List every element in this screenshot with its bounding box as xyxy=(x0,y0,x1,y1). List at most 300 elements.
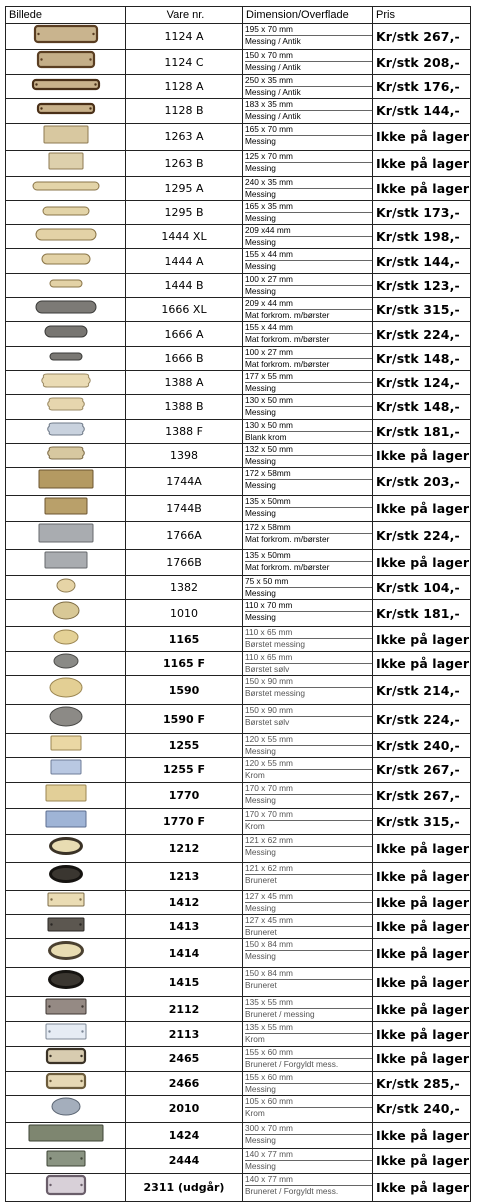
header-row xyxy=(6,7,471,24)
dimension-cell xyxy=(243,123,373,150)
dimension-finish: Messing xyxy=(245,455,276,466)
screw-hole xyxy=(80,1055,82,1057)
table-row xyxy=(6,997,471,1022)
table-row xyxy=(6,225,471,249)
item-code: 1128 B xyxy=(126,99,243,123)
header-dimension: Dimension/Overflade xyxy=(243,7,373,24)
price-cell: Kr/stk 315,- xyxy=(373,298,471,322)
price-cell: Ikke på lager xyxy=(373,1148,471,1173)
dimension-size: 209 x 44 mm xyxy=(245,298,372,310)
plate-picture-cell xyxy=(6,249,126,273)
item-code: 1165 xyxy=(126,627,243,651)
price-cell: Ikke på lager xyxy=(373,443,471,467)
plate-image xyxy=(36,522,96,544)
dimension-finish: Messing xyxy=(245,846,276,857)
dimension-cell xyxy=(243,419,373,443)
dimension-size: 140 x 77 mm xyxy=(245,1174,372,1186)
dimension-finish: Messing xyxy=(245,237,276,248)
plate-picture-cell xyxy=(6,576,126,600)
plate-picture-cell xyxy=(6,1173,126,1201)
screw-hole xyxy=(89,58,91,60)
price-cell: Ikke på lager xyxy=(373,997,471,1022)
plate-picture-cell xyxy=(6,50,126,75)
table-row xyxy=(6,50,471,75)
dimension-size: 132 x 50 mm xyxy=(245,444,372,456)
dimension-finish: Børstet sølv xyxy=(245,663,290,674)
table-row xyxy=(6,123,471,150)
plate-image xyxy=(35,50,97,69)
table-row xyxy=(6,627,471,651)
table-row xyxy=(6,24,471,50)
screw-hole xyxy=(50,899,52,901)
dimension-size: 121 x 62 mm xyxy=(245,835,372,847)
item-code: 1444 B xyxy=(126,273,243,297)
table-row xyxy=(6,550,471,576)
screw-hole xyxy=(94,83,96,85)
dimension-finish: Messing / Antik xyxy=(245,36,301,46)
dimension-size: 250 x 35 mm xyxy=(245,75,372,87)
plate-image xyxy=(43,1022,89,1041)
dimension-finish: Mat forkrom. m/børster xyxy=(245,562,330,573)
table-row xyxy=(6,273,471,297)
dimension-cell xyxy=(243,1095,373,1122)
price-cell: Kr/stk 203,- xyxy=(373,468,471,496)
item-code: 1124 C xyxy=(126,50,243,75)
dimension-size: 150 x 70 mm xyxy=(245,50,372,62)
dimension-finish: Bruneret xyxy=(245,874,277,885)
dimension-finish: Messing / Antik xyxy=(245,62,301,72)
dimension-size: 121 x 62 mm xyxy=(245,863,372,875)
dimension-finish: Mat forkrom. m/børster xyxy=(245,358,330,369)
price-cell: Kr/stk 267,- xyxy=(373,24,471,50)
price-cell: Ikke på lager xyxy=(373,651,471,675)
plate-picture-cell xyxy=(6,298,126,322)
dimension-size: 100 x 27 mm xyxy=(245,347,372,359)
plate-image xyxy=(50,600,82,621)
dimension-cell xyxy=(243,395,373,419)
item-code: 2466 xyxy=(126,1071,243,1095)
price-cell: Ikke på lager xyxy=(373,123,471,150)
dimension-size: 120 x 55 mm xyxy=(245,758,372,770)
price-cell: Kr/stk 267,- xyxy=(373,782,471,808)
dimension-size: 120 x 55 mm xyxy=(245,734,372,746)
item-code: 1165 F xyxy=(126,651,243,675)
header-code: Vare nr. xyxy=(126,7,243,24)
screw-hole xyxy=(48,1031,50,1033)
item-code: 1413 xyxy=(126,914,243,938)
price-cell: Kr/stk 144,- xyxy=(373,99,471,123)
plate-image xyxy=(43,809,89,829)
table-row xyxy=(6,676,471,705)
item-code: 1295 A xyxy=(126,176,243,200)
plate-image xyxy=(54,577,78,594)
dimension-finish: Bruneret / Forgyldt mess. xyxy=(245,1185,339,1196)
plate-picture-cell xyxy=(6,176,126,200)
table-row xyxy=(6,1148,471,1173)
price-cell: Ikke på lager xyxy=(373,862,471,890)
price-cell: Kr/stk 124,- xyxy=(373,370,471,394)
plate-image xyxy=(43,783,89,803)
table-row xyxy=(6,298,471,322)
dimension-cell xyxy=(243,346,373,370)
dimension-finish: Messing xyxy=(245,135,276,146)
table-row xyxy=(6,758,471,782)
item-code: 1388 B xyxy=(126,395,243,419)
plate-picture-cell xyxy=(6,99,126,123)
plate-image xyxy=(35,102,97,115)
dimension-cell xyxy=(243,273,373,297)
plate-image xyxy=(33,299,99,315)
plate-picture-cell xyxy=(6,75,126,99)
item-code: 1414 xyxy=(126,939,243,968)
item-code: 1415 xyxy=(126,968,243,997)
price-cell: Kr/stk 315,- xyxy=(373,808,471,834)
plate-picture-cell xyxy=(6,890,126,914)
dimension-size: 170 x 70 mm xyxy=(245,783,372,795)
dimension-finish: Messing xyxy=(245,508,276,519)
dimension-size: 150 x 84 mm xyxy=(245,939,372,951)
plate-picture-cell xyxy=(6,1095,126,1122)
dimension-size: 195 x 70 mm xyxy=(245,24,372,36)
dimension-cell xyxy=(243,758,373,782)
dimension-cell xyxy=(243,75,373,99)
plate-image xyxy=(47,705,85,728)
header-picture: Billede xyxy=(6,7,126,24)
dimension-finish: Messing xyxy=(245,212,276,223)
item-code: 1412 xyxy=(126,890,243,914)
dimension-finish: Bruneret / messing xyxy=(245,1009,315,1020)
plate-picture-cell xyxy=(6,997,126,1022)
dimension-finish: Messing xyxy=(245,1083,276,1094)
price-cell: Kr/stk 240,- xyxy=(373,734,471,758)
dimension-size: 172 x 58mm xyxy=(245,522,372,534)
table-row xyxy=(6,75,471,99)
item-code: 1770 F xyxy=(126,808,243,834)
dimension-cell xyxy=(243,24,373,50)
dimension-cell xyxy=(243,1148,373,1173)
plate-image xyxy=(39,252,93,266)
screw-hole xyxy=(35,83,37,85)
plate-image xyxy=(42,550,90,570)
dimension-size: 105 x 60 mm xyxy=(245,1096,372,1108)
screw-hole xyxy=(79,899,81,901)
dimension-cell xyxy=(243,468,373,496)
dimension-finish: Messing / Antik xyxy=(245,87,301,97)
dimension-finish: Messing xyxy=(245,285,276,296)
plate-picture-cell xyxy=(6,395,126,419)
plate-image xyxy=(42,324,90,339)
table-row xyxy=(6,200,471,224)
item-code: 1590 xyxy=(126,676,243,705)
table-row xyxy=(6,968,471,997)
screw-hole xyxy=(49,1055,51,1057)
table-row xyxy=(6,346,471,370)
plate-image xyxy=(51,652,81,670)
plate-picture-cell xyxy=(6,468,126,496)
plate-picture-cell xyxy=(6,346,126,370)
dimension-finish: Børstet messing xyxy=(245,639,305,650)
plate-picture-cell xyxy=(6,627,126,651)
item-code: 1666 B xyxy=(126,346,243,370)
screw-hole xyxy=(79,923,81,925)
dimension-finish: Mat forkrom. m/børster xyxy=(245,534,330,545)
plate-image xyxy=(40,205,92,217)
screw-hole xyxy=(89,107,91,109)
dimension-cell xyxy=(243,225,373,249)
plate-picture-cell xyxy=(6,370,126,394)
table-row xyxy=(6,705,471,734)
item-code: 2465 xyxy=(126,1047,243,1071)
price-cell: Ikke på lager xyxy=(373,834,471,862)
plate-image xyxy=(45,968,87,991)
plate-picture-cell xyxy=(6,651,126,675)
screw-hole xyxy=(49,1079,51,1081)
plate-picture-cell xyxy=(6,1022,126,1047)
dimension-size: 127 x 45 mm xyxy=(245,915,372,927)
plate-picture-cell xyxy=(6,914,126,938)
dimension-size: 240 x 35 mm xyxy=(245,177,372,189)
plate-image xyxy=(44,1174,88,1196)
dimension-cell xyxy=(243,370,373,394)
dimension-size: 183 x 35 mm xyxy=(245,99,372,111)
plate-image xyxy=(46,151,86,171)
price-cell: Kr/stk 148,- xyxy=(373,346,471,370)
item-code: 1744B xyxy=(126,496,243,522)
dimension-size: 130 x 50 mm xyxy=(245,420,372,432)
table-row xyxy=(6,600,471,627)
price-cell: Ikke på lager xyxy=(373,550,471,576)
item-code: 1263 A xyxy=(126,123,243,150)
item-code: 1666 A xyxy=(126,322,243,346)
price-cell: Ikke på lager xyxy=(373,890,471,914)
plate-picture-cell xyxy=(6,200,126,224)
item-code: 2010 xyxy=(126,1095,243,1122)
dimension-cell xyxy=(243,576,373,600)
item-code: 1124 A xyxy=(126,24,243,50)
table-row xyxy=(6,939,471,968)
plate-image xyxy=(42,496,90,516)
price-cell: Kr/stk 214,- xyxy=(373,676,471,705)
dimension-size: 300 x 70 mm xyxy=(245,1123,372,1135)
plate-picture-cell xyxy=(6,123,126,150)
item-code: 2311 (udgår) xyxy=(126,1173,243,1201)
table-body xyxy=(6,24,471,1202)
dimension-cell xyxy=(243,1122,373,1148)
table-row xyxy=(6,150,471,176)
dimension-size: 135 x 50mm xyxy=(245,550,372,562)
table-row xyxy=(6,782,471,808)
price-list xyxy=(5,6,470,1202)
price-cell: Kr/stk 181,- xyxy=(373,600,471,627)
plate-picture-cell xyxy=(6,676,126,705)
price-cell: Kr/stk 176,- xyxy=(373,75,471,99)
plate-image xyxy=(44,1149,88,1168)
dimension-size: 177 x 55 mm xyxy=(245,371,372,383)
plate-picture-cell xyxy=(6,150,126,176)
item-code: 1388 F xyxy=(126,419,243,443)
dimension-cell xyxy=(243,914,373,938)
dimension-finish: Messing xyxy=(245,951,276,962)
plate-picture-cell xyxy=(6,758,126,782)
dimension-finish: Krom xyxy=(245,1034,265,1045)
screw-hole xyxy=(40,107,42,109)
dimension-cell xyxy=(243,651,373,675)
dimension-finish: Krom xyxy=(245,770,265,781)
dimension-finish: Messing xyxy=(245,261,276,272)
item-code: 1444 A xyxy=(126,249,243,273)
table-row xyxy=(6,370,471,394)
plate-image xyxy=(36,468,96,490)
dimension-size: 209 x44 mm xyxy=(245,225,372,237)
screw-hole xyxy=(81,1006,83,1008)
screw-hole xyxy=(80,1184,82,1186)
dimension-finish: Messing xyxy=(245,746,276,757)
dimension-cell xyxy=(243,496,373,522)
plate-picture-cell xyxy=(6,862,126,890)
item-code: 2113 xyxy=(126,1022,243,1047)
plate-picture-cell xyxy=(6,550,126,576)
plate-image xyxy=(30,78,102,91)
price-cell: Ikke på lager xyxy=(373,939,471,968)
price-cell: Ikke på lager xyxy=(373,150,471,176)
price-cell: Kr/stk 123,- xyxy=(373,273,471,297)
price-cell: Ikke på lager xyxy=(373,1122,471,1148)
table-row xyxy=(6,522,471,550)
plate-image xyxy=(44,1072,88,1090)
table-row xyxy=(6,834,471,862)
item-code: 1128 A xyxy=(126,75,243,99)
plate-image xyxy=(48,758,84,776)
dimension-size: 75 x 50 mm xyxy=(245,576,372,588)
dimension-cell xyxy=(243,600,373,627)
dimension-cell xyxy=(243,99,373,123)
table-row xyxy=(6,862,471,890)
price-cell: Ikke på lager xyxy=(373,968,471,997)
plate-image xyxy=(44,396,88,412)
price-cell: Kr/stk 224,- xyxy=(373,522,471,550)
plate-picture-cell xyxy=(6,1071,126,1095)
dimension-size: 130 x 50 mm xyxy=(245,395,372,407)
price-cell: Kr/stk 208,- xyxy=(373,50,471,75)
plate-image xyxy=(44,421,88,437)
table-row xyxy=(6,1173,471,1201)
dimension-finish: Messing xyxy=(245,612,276,623)
screw-hole xyxy=(92,33,94,35)
dimension-finish: Messing xyxy=(245,794,276,805)
dimension-cell xyxy=(243,1071,373,1095)
item-code: 1398 xyxy=(126,443,243,467)
dimension-cell xyxy=(243,862,373,890)
table-row xyxy=(6,1095,471,1122)
price-cell: Ikke på lager xyxy=(373,1173,471,1201)
plate-image xyxy=(45,891,87,908)
dimension-finish: Messing xyxy=(245,1134,276,1145)
dimension-finish: Messing / Antik xyxy=(245,111,301,122)
dimension-finish: Krom xyxy=(245,1107,265,1118)
item-code: 1744A xyxy=(126,468,243,496)
dimension-size: 155 x 60 mm xyxy=(245,1072,372,1084)
price-cell: Ikke på lager xyxy=(373,1047,471,1071)
item-code: 1766A xyxy=(126,522,243,550)
price-cell: Ikke på lager xyxy=(373,176,471,200)
plate-picture-cell xyxy=(6,600,126,627)
item-code: 1382 xyxy=(126,576,243,600)
price-cell: Kr/stk 181,- xyxy=(373,419,471,443)
dimension-cell xyxy=(243,968,373,997)
table-row xyxy=(6,395,471,419)
plate-image xyxy=(49,1096,83,1117)
dimension-finish: Børstet messing xyxy=(245,688,305,699)
price-cell: Kr/stk 173,- xyxy=(373,200,471,224)
plate-image xyxy=(46,835,86,857)
item-code: 1590 F xyxy=(126,705,243,734)
table-row xyxy=(6,176,471,200)
table-row xyxy=(6,496,471,522)
item-code: 1766B xyxy=(126,550,243,576)
dimension-size: 100 x 27 mm xyxy=(245,274,372,286)
dimension-size: 150 x 90 mm xyxy=(245,705,372,717)
table-row xyxy=(6,651,471,675)
dimension-finish: Messing xyxy=(245,188,276,199)
plate-image xyxy=(48,734,84,752)
table-row xyxy=(6,443,471,467)
plate-image xyxy=(51,628,81,646)
plate-image xyxy=(43,997,89,1016)
price-cell: Ikke på lager xyxy=(373,496,471,522)
plate-picture-cell xyxy=(6,834,126,862)
item-code: 2444 xyxy=(126,1148,243,1173)
dimension-cell xyxy=(243,1173,373,1201)
screw-hole xyxy=(40,58,42,60)
dimension-size: 155 x 44 mm xyxy=(245,322,372,334)
dimension-size: 110 x 70 mm xyxy=(245,600,372,612)
dimension-finish: Krom xyxy=(245,820,265,831)
dimension-size: 135 x 55 mm xyxy=(245,1022,372,1034)
dimension-finish: Mat forkrom. m/børster xyxy=(245,310,330,321)
dimension-finish: Messing xyxy=(245,480,276,491)
plate-picture-cell xyxy=(6,1047,126,1071)
plate-picture-cell xyxy=(6,808,126,834)
price-cell: Kr/stk 144,- xyxy=(373,249,471,273)
dimension-finish: Messing xyxy=(245,407,276,418)
dimension-cell xyxy=(243,1022,373,1047)
plate-image xyxy=(41,124,91,145)
dimension-finish: Messing xyxy=(245,1160,276,1171)
dimension-cell xyxy=(243,1047,373,1071)
item-code: 1255 F xyxy=(126,758,243,782)
dimension-finish: Bruneret / Forgyldt mess. xyxy=(245,1059,339,1070)
dimension-size: 110 x 65 mm xyxy=(245,652,372,664)
dimension-cell xyxy=(243,522,373,550)
table-row xyxy=(6,1022,471,1047)
dimension-size: 172 x 58mm xyxy=(245,468,372,480)
plate-image xyxy=(45,939,87,962)
table-row xyxy=(6,576,471,600)
dimension-cell xyxy=(243,890,373,914)
plate-image xyxy=(44,1047,88,1065)
dimension-size: 165 x 35 mm xyxy=(245,201,372,213)
dimension-cell xyxy=(243,200,373,224)
dimension-cell xyxy=(243,808,373,834)
dimension-cell xyxy=(243,627,373,651)
dimension-finish: Bruneret xyxy=(245,980,277,991)
dimension-cell xyxy=(243,676,373,705)
plate-image xyxy=(32,24,100,44)
price-cell: Kr/stk 104,- xyxy=(373,576,471,600)
dimension-cell xyxy=(243,997,373,1022)
price-cell: Kr/stk 285,- xyxy=(373,1071,471,1095)
dimension-size: 135 x 55 mm xyxy=(245,997,372,1009)
